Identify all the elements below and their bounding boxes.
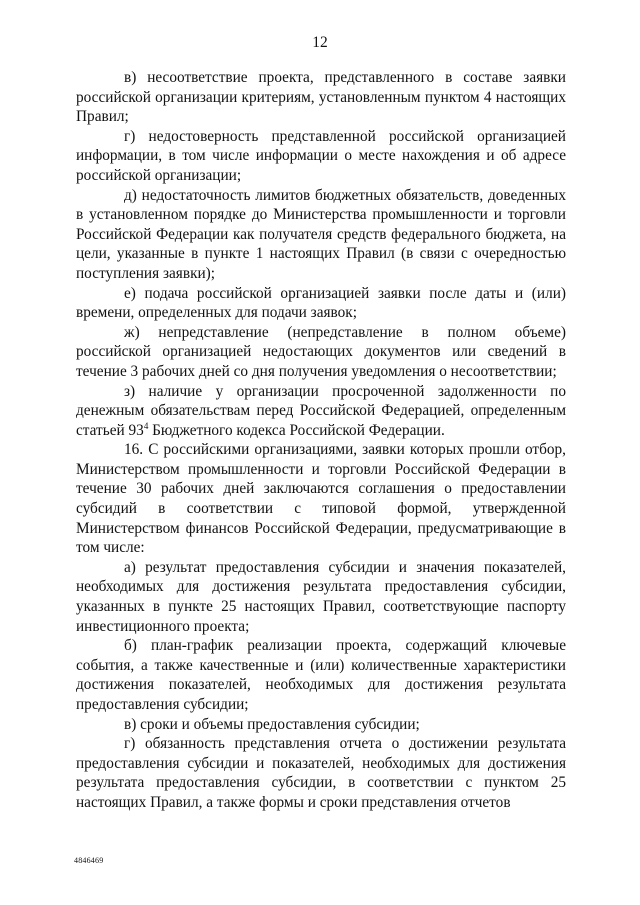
paragraph-item-z bbox=[76, 382, 566, 441]
page-number: 12 bbox=[312, 34, 328, 51]
paragraph-item-a: а) результат предоставления субсидии и значения показателей, необходимых для достижения результата предоставления субсидии, указанных в пункте 25 настоящих Правил, соответствующие паспорту инвестиционного проекта; bbox=[76, 558, 566, 635]
document-body bbox=[76, 68, 566, 813]
paragraph-item-zh: ж) непредставление (непредставление в полном объеме) российской организацией недостающих документов или сведений в течение 3 рабочих дней со дня получения уведомления о несоответствии; bbox=[76, 323, 566, 380]
paragraph-item-b: б) план-график реализации проекта, содержащий ключевые события, а также качественные и (или) количественные характеристики достижения показателей, необходимых для достижения результата предоставления субсидии; bbox=[76, 637, 566, 713]
paragraph-item-e: е) подача российской организацией заявки после даты и (или) времени, определенных для подачи заявок; bbox=[76, 284, 566, 322]
superscript-article-index: 4 bbox=[143, 420, 149, 431]
paragraph-item-v: в) несоответствие проекта, представленного в составе заявки российской организации критериям, установленным пунктом 4 настоящих Правил; bbox=[76, 69, 566, 126]
paragraph-item-g2: г) обязанность представления отчета о достижении результата предоставления субсидии и показателей, необходимых для достижения результата предоставления субсидии, в соответствии с пунктом 25 настоящих Правил, а также формы и сроки представления отчетов bbox=[76, 735, 566, 811]
paragraph-section-16: 16. С российскими организациями, заявки которых прошли отбор, Министерством промышленности и торговли Российской Федерации в течение 30 рабочих дней заключаются соглашения о предоставлении субсидий в соответствии с типовой формой, утвержденной Министерством финансов Российской Федерации, предусматривающие в том числе: bbox=[76, 441, 566, 557]
document-code: 4846469 bbox=[74, 856, 104, 865]
paragraph-item-d: д) недостаточность лимитов бюджетных обязательств, доведенных в установленном порядке до Министерства промышленности и торговли Российской Федерации как получателя средств федерального бюджета, на цели, указанные в пункте 1 настоящих Правил (в связи с очередностью поступления заявки); bbox=[76, 186, 566, 282]
paragraph-item-g: г) недостоверность представленной российской организацией информации, в том числе информации о месте нахождения и об адресе российской организации; bbox=[76, 127, 566, 184]
paragraph-z-text-end: Бюджетного кодекса Российской Федерации. bbox=[148, 421, 445, 439]
paragraph-item-v2: в) сроки и объемы предоставления субсидии; bbox=[124, 715, 420, 733]
paragraph-z-text: з) наличие у организации просроченной задолженности по денежным обязательствам перед Российской Федерацией, определенным статьей 93 bbox=[76, 382, 566, 439]
